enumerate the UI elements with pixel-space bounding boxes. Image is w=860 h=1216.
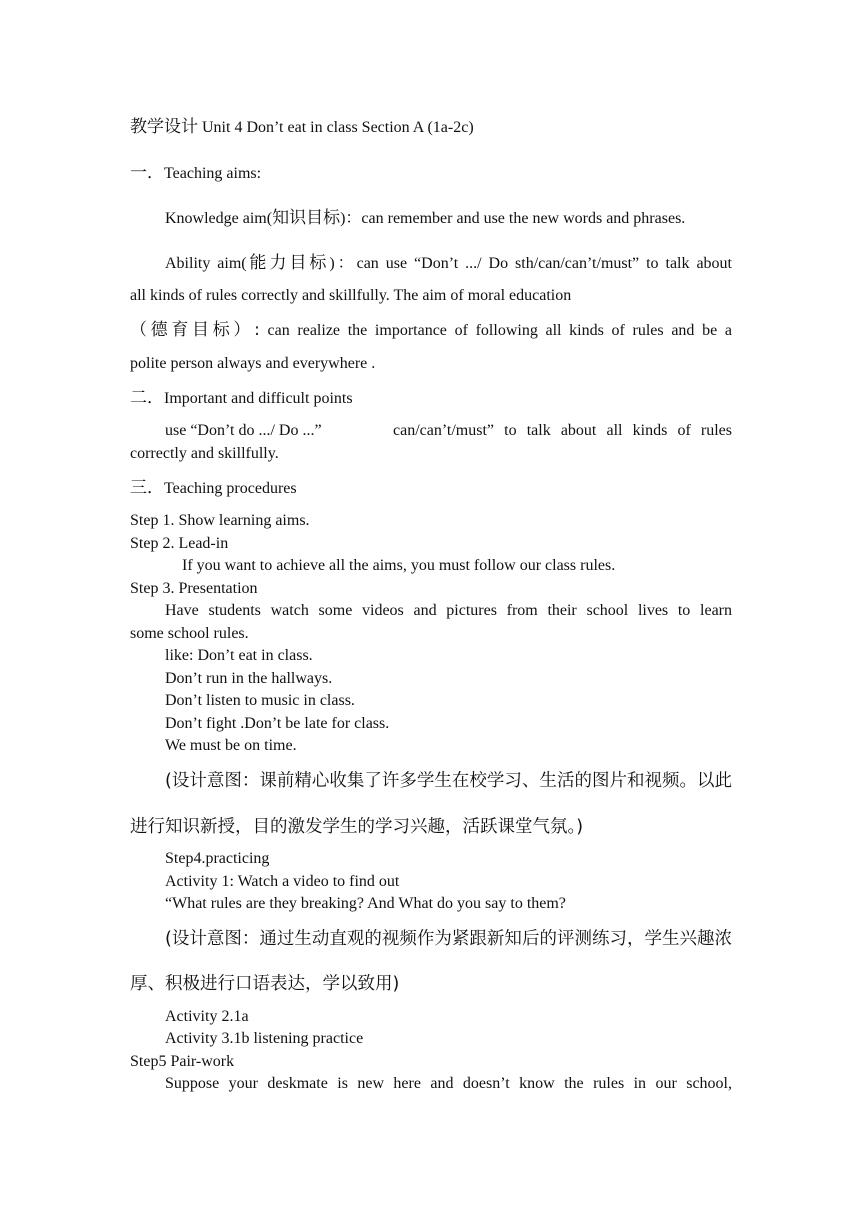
- design-intent-2-line2: 厚、积极进行口语表达，学以致用): [130, 974, 400, 994]
- section-heading-1: [130, 163, 732, 184]
- section-title: Important and difficult points: [164, 390, 353, 407]
- activity-1-question: “What rules are they breaking? And What do you say to them?: [165, 895, 566, 912]
- section-number: 二．: [130, 388, 164, 408]
- moral-cn: （德育目标）:: [130, 320, 260, 340]
- ability-aim-line1: [165, 253, 732, 274]
- title-en: Unit 4 Don’t eat in class Section A (1a-2c): [198, 119, 474, 136]
- moral-rest: can realize the importance of following all kinds of rules and be a: [259, 322, 732, 339]
- step-1: Step 1. Show learning aims.: [130, 512, 310, 529]
- step-3-text-line1: Have students watch some videos and pictures from their school lives to learn: [165, 602, 732, 619]
- section-heading-2: [130, 388, 732, 409]
- section-number: 三．: [130, 478, 164, 498]
- design-intent-1-line1: (设计意图：课前精心收集了许多学生在校学习、生活的图片和视频。以此: [165, 771, 732, 791]
- design-intent-1-line2: 进行知识新授，目的激发学生的学习兴趣，活跃课堂气氛。): [130, 817, 584, 837]
- step-2: Step 2. Lead-in: [130, 535, 229, 552]
- rule-item: Don’t fight .Don’t be late for class.: [165, 715, 390, 732]
- step-2-text: If you want to achieve all the aims, you must follow our class rules.: [182, 557, 616, 574]
- rule-like: like: Don’t eat in class.: [165, 647, 313, 664]
- points-part-a: use “Don’t do .../ Do ...”: [165, 422, 322, 439]
- activity-1: Activity 1: Watch a video to find out: [165, 873, 400, 890]
- step-5: Step5 Pair-work: [130, 1053, 235, 1070]
- ability-lead: Ability aim(: [165, 255, 247, 272]
- points-part-b: can/can’t/must” to talk about all kinds of rules: [393, 422, 732, 439]
- ability-aim-line2: all kinds of rules correctly and skillfully. The aim of moral education: [130, 287, 572, 304]
- points-line2: correctly and skillfully.: [130, 445, 279, 462]
- section-title: Teaching procedures: [164, 480, 297, 497]
- section-heading-3: [130, 478, 732, 499]
- moral-aim-line: [130, 320, 732, 341]
- title-cn: 教学设计: [130, 117, 198, 137]
- activity-2: Activity 2.1a: [165, 1008, 249, 1025]
- activity-3: Activity 3.1b listening practice: [165, 1030, 364, 1047]
- step-5-text-line1: Suppose your deskmate is new here and doesn’t know the rules in our school,: [165, 1075, 732, 1092]
- ability-cn: 能力目标: [246, 253, 330, 273]
- ability-rest: )：can use “Don’t .../ Do sth/can/can’t/must” to talk about: [329, 255, 732, 272]
- moral-aim-line2: polite person always and everywhere .: [130, 355, 376, 372]
- section-number: 一．: [130, 163, 164, 183]
- knowledge-cn: 知识目标: [272, 208, 341, 228]
- doc-title: [130, 117, 732, 138]
- rule-item: Don’t listen to music in class.: [165, 692, 355, 709]
- step-3-text-line2: some school rules.: [130, 625, 249, 642]
- step-3: Step 3. Presentation: [130, 580, 258, 597]
- design-intent-2-line1: (设计意图：通过生动直观的视频作为紧跟新知后的评测练习，学生兴趣浓: [165, 929, 732, 949]
- section-title: Teaching aims:: [164, 165, 262, 182]
- knowledge-rest: )：can remember and use the new words and phrases.: [340, 210, 686, 227]
- rule-item: Don’t run in the hallways.: [165, 670, 333, 687]
- knowledge-aim: [165, 208, 732, 229]
- step-4: Step4.practicing: [165, 850, 270, 867]
- rule-item: We must be on time.: [165, 737, 297, 754]
- knowledge-lead: Knowledge aim(: [165, 210, 273, 227]
- points-line1: [165, 421, 732, 441]
